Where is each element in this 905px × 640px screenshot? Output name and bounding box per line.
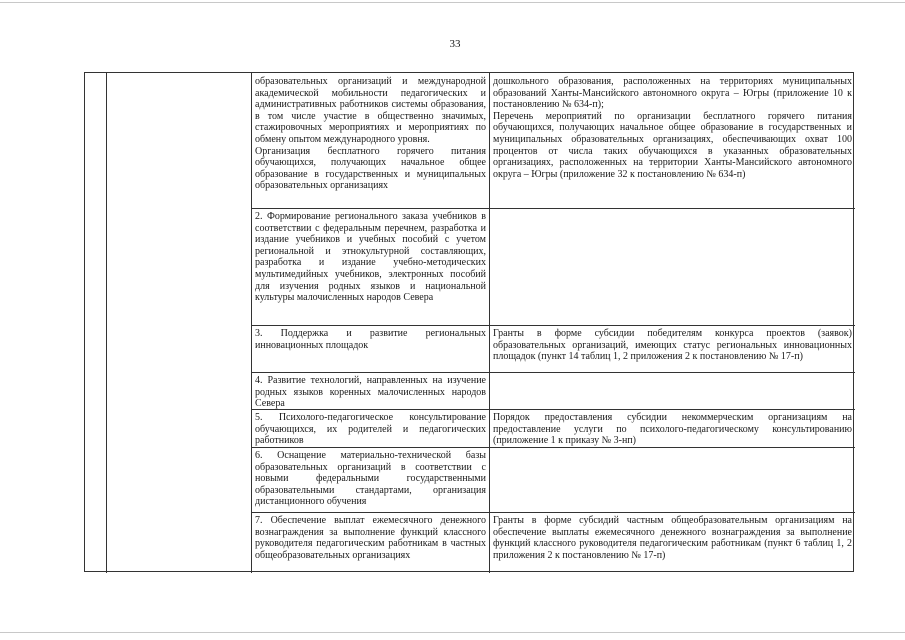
table-cell-support: дошкольного образования, расположенных на территориях муниципальных образований Ханты-Мансийского автономного округа – Югры (приложение 10 к постановлению № 634-п); Перечень мероприятий по организации бесплатного горячего питания обучающихся, получающих начальное общее образование в государственных и муниципальных образовательных организациях, обеспечивающих охват 100 процентов от числа таких обучающихся в указанных образовательных организациях, расположенных на территории Ханты-Мансийского автономного округа – Югры (приложение 32 к постановлению № 634-п) (493, 76, 852, 180)
table-cell-support: Порядок предоставления субсидии некоммерческим организациям на предоставление услуги по психолого-педагогическому консультированию (приложение 1 к приказу № 3-нп) (493, 412, 852, 447)
row-divider (251, 208, 855, 209)
table-cell-support: Гранты в форме субсидий частным общеобразовательным организациям на обеспечение выплаты ежемесячного денежного вознаграждения за выполнение функций классного руководителя педагогическим работникам (пункт 6 таблиц 1, 2 приложения 2 к постановлению № 17-п) (493, 515, 852, 561)
table-cell-activity: 2. Формирование регионального заказа учебников в соответствии с федеральным перечнем, разработка и издание учебников и учебных пособий с учетом региональной и этнокультурной составляющих, разработка и издание учебно-методических мультимедийных учебников, электронных пособий для изучения родных языков и национальной культуры малочисленных народов Севера (255, 211, 486, 304)
table-cell-activity: 4. Развитие технологий, направленных на изучение родных языков коренных малочисленных народов Севера (255, 375, 486, 409)
row-divider (251, 372, 855, 373)
table-cell-activity: образовательных организаций и международной академической мобильности педагогических и административных работников системы образования, в том числе участие в общественно значимых, стажировочных мероприятиях и мероприятиях по обмену опытом международного уровня. Организация бесплатного горячего питания обучающихся, получающих начальное общее образование в государственных и муниципальных образовательных организациях (255, 76, 486, 192)
scan-artifact-top (0, 2, 905, 3)
table-cell-support (490, 449, 855, 512)
table-cell-support (490, 210, 855, 325)
row-divider (251, 512, 855, 513)
table-cell-activity: 6. Оснащение материально-технической базы образовательных организаций в соответствии с новыми федеральными государственными образовательными стандартами, организация дистанционного обучения (255, 450, 486, 508)
scan-artifact-bottom (0, 632, 905, 633)
row-divider (251, 409, 855, 410)
page-number: 33 (449, 38, 461, 50)
table-cell-support: Гранты в форме субсидии победителям конкурса проектов (заявок) образовательных организаций, имеющих статус региональных инновационных площадок (пункт 14 таблиц 1, 2 приложения 2 к постановлению № 17-п) (493, 328, 852, 363)
table-cell-activity: 5. Психолого-педагогическое консультирование обучающихся, их родителей и педагогических работников (255, 412, 486, 447)
table-cell-activity: 3. Поддержка и развитие региональных инновационных площадок (255, 328, 486, 351)
table-cell-support (490, 374, 855, 409)
row-divider (251, 325, 855, 326)
row-divider (251, 447, 855, 448)
column-divider-1 (106, 73, 107, 573)
table-cell-activity: 7. Обеспечение выплат ежемесячного денежного вознаграждения за выполнение функций классного руководителя педагогическим работникам в частных общеобразовательных организациях (255, 515, 486, 561)
measures-table (84, 72, 854, 572)
